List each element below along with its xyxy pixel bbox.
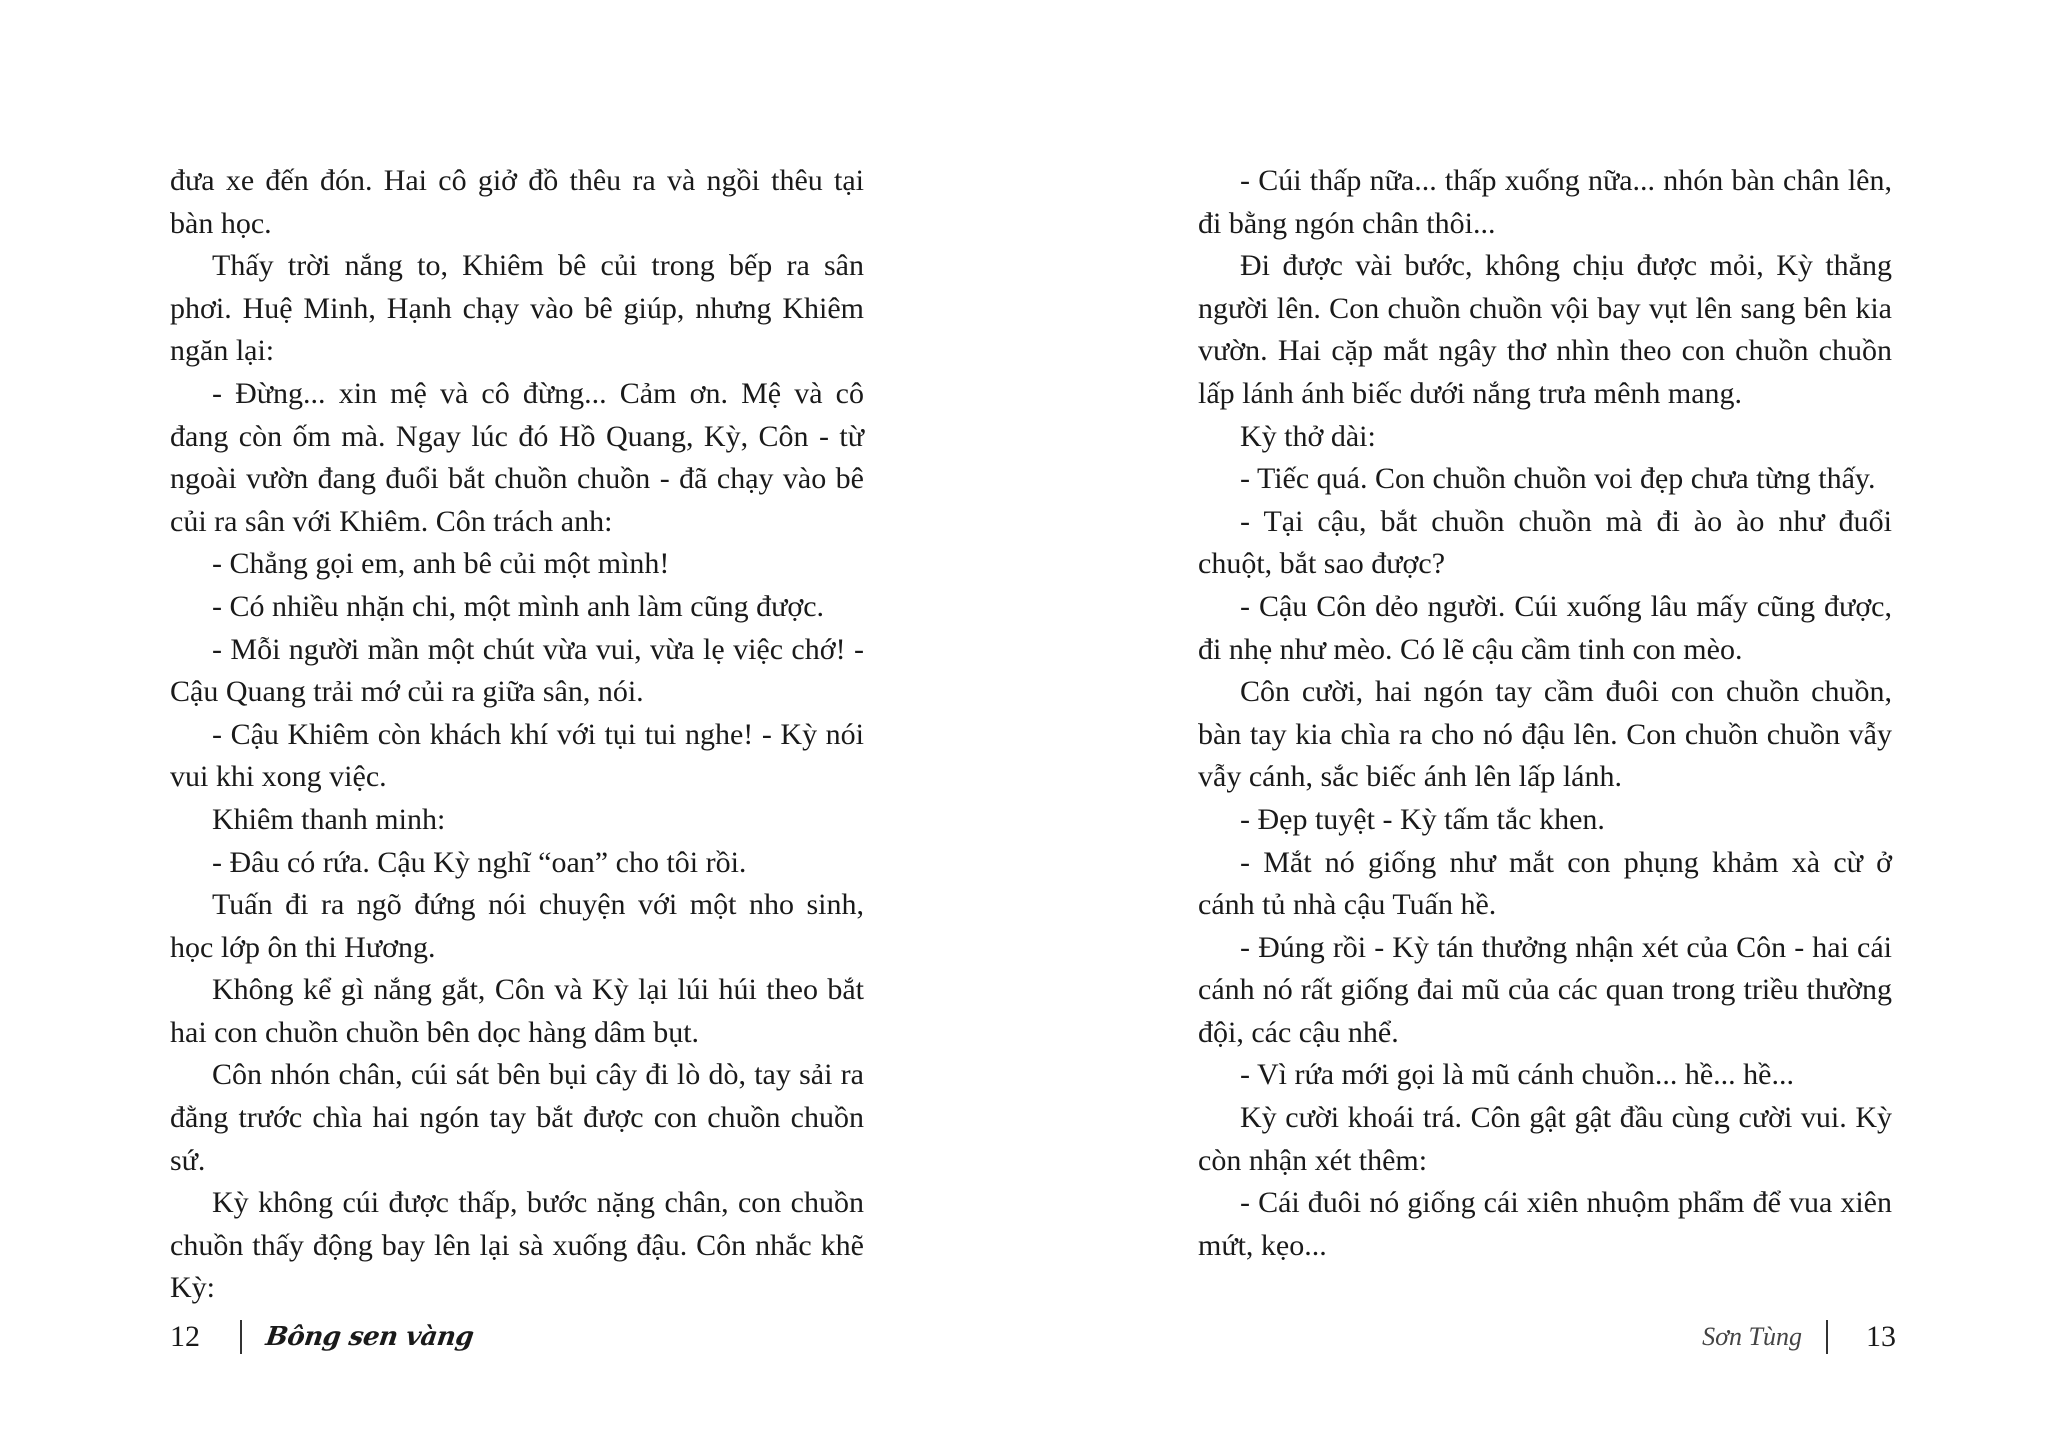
paragraph: Kỳ thở dài: — [1240, 419, 1376, 453]
left-page-text — [170, 160, 864, 1310]
paragraph: - Cúi thấp nữa... thấp xuống nữa... nhón bàn chân lên, đi bằng ngón chân thôi... — [1198, 164, 1892, 240]
paragraph: - Cái đuôi nó giống cái xiên nhuộm phẩm để vua xiên mứt, kẹo... — [1198, 1186, 1892, 1262]
paragraph: - Vì rứa mới gọi là mũ cánh chuồn... hề... hề... — [1240, 1058, 1794, 1092]
page-number: 12 — [170, 1320, 200, 1353]
paragraph: - Mỗi người mần một chút vừa vui, vừa lẹ việc chớ! - Cậu Quang trải mớ củi ra giữa sân, nói. — [170, 632, 864, 709]
paragraph: - Cậu Côn dẻo người. Cúi xuống lâu mấy cũng được, đi nhẹ như mèo. Có lẽ cậu cầm tinh con mèo. — [1198, 589, 1892, 666]
paragraph: - Đúng rồi - Kỳ tán thưởng nhận xét của Côn - hai cái cánh nó rất giống đai mũ của các quan trong triều thường đội, các cậu nhể. — [1198, 930, 1892, 1049]
paragraph: - Đâu có rứa. Cậu Kỳ nghĩ “oan” cho tôi rồi. — [212, 845, 747, 879]
paragraph: - Tại cậu, bắt chuồn chuồn mà đi ào ào như đuổi chuột, bắt sao được? — [1198, 504, 1892, 581]
right-page-text — [1198, 160, 1892, 1267]
paragraph: Không kể gì nắng gắt, Côn và Kỳ lại lúi húi theo bắt hai con chuồn chuồn bên dọc hàng dâm bụt. — [170, 973, 864, 1049]
paragraph: - Đẹp tuyệt - Kỳ tấm tắc khen. — [1240, 802, 1605, 836]
paragraph: Đi được vài bước, không chịu được mỏi, Kỳ thẳng người lên. Con chuồn chuồn vội bay vụt lên sang bên kia vườn. Hai cặp mắt ngây thơ nhìn theo con chuồn chuồn lấp lánh ánh biếc dưới nắng trưa mênh mang. — [1198, 249, 1892, 410]
left-page — [170, 160, 864, 1310]
footer-divider — [240, 1320, 242, 1354]
running-author: Sơn Tùng — [1702, 1322, 1802, 1351]
paragraph: - Có nhiều nhặn chi, một mình anh làm cũng được. — [212, 589, 825, 623]
paragraph: - Chẳng gọi em, anh bê củi một mình! — [212, 547, 670, 581]
right-page — [1198, 160, 1892, 1267]
paragraph: - Mắt nó giống như mắt con phụng khảm xà cừ ở cánh tủ nhà cậu Tuấn hề. — [1198, 845, 1892, 922]
footer-divider — [1826, 1320, 1828, 1354]
paragraph: - Đừng... xin mệ và cô đừng... Cảm ơn. Mệ và cô đang còn ốm mà. Ngay lúc đó Hồ Quang, Kỳ, Côn - từ ngoài vườn đang đuổi bắt chuồn chuồn - đã chạy vào bê củi ra sân với Khiêm. Côn trách anh: — [170, 376, 864, 538]
running-title: Bông sen vàng — [263, 1322, 476, 1352]
paragraph: Côn nhón chân, cúi sát bên bụi cây đi lò dò, tay sải ra đằng trước chìa hai ngón tay bắt được con chuồn chuồn sứ. — [170, 1058, 864, 1177]
page-number: 13 — [1866, 1320, 1896, 1353]
paragraph: Khiêm thanh minh: — [212, 802, 446, 836]
paragraph: Thấy trời nắng to, Khiêm bê củi trong bếp ra sân phơi. Huệ Minh, Hạnh chạy vào bê giúp, nhưng Khiêm ngăn lại: — [170, 249, 864, 368]
paragraph: Kỳ không cúi được thấp, bước nặng chân, con chuồn chuồn thấy động bay lên lại sà xuống đậu. Côn nhắc khẽ Kỳ: — [170, 1186, 864, 1305]
paragraph: đưa xe đến đón. Hai cô giở đồ thêu ra và ngồi thêu tại bàn học. — [170, 164, 864, 240]
left-page-footer — [170, 1312, 476, 1362]
paragraph: Côn cười, hai ngón tay cầm đuôi con chuồn chuồn, bàn tay kia chìa ra cho nó đậu lên. Con chuồn chuồn vẫy vẫy cánh, sắc biếc ánh lên lấp lánh. — [1198, 675, 1892, 794]
paragraph: Kỳ cười khoái trá. Côn gật gật đầu cùng cười vui. Kỳ còn nhận xét thêm: — [1198, 1101, 1892, 1177]
paragraph: - Cậu Khiêm còn khách khí với tụi tui nghe! - Kỳ nói vui khi xong việc. — [170, 717, 864, 794]
paragraph: - Tiếc quá. Con chuồn chuồn voi đẹp chưa từng thấy. — [1240, 462, 1876, 496]
right-page-footer — [1702, 1312, 1896, 1362]
paragraph: Tuấn đi ra ngõ đứng nói chuyện với một nho sinh, học lớp ôn thi Hương. — [170, 888, 864, 964]
